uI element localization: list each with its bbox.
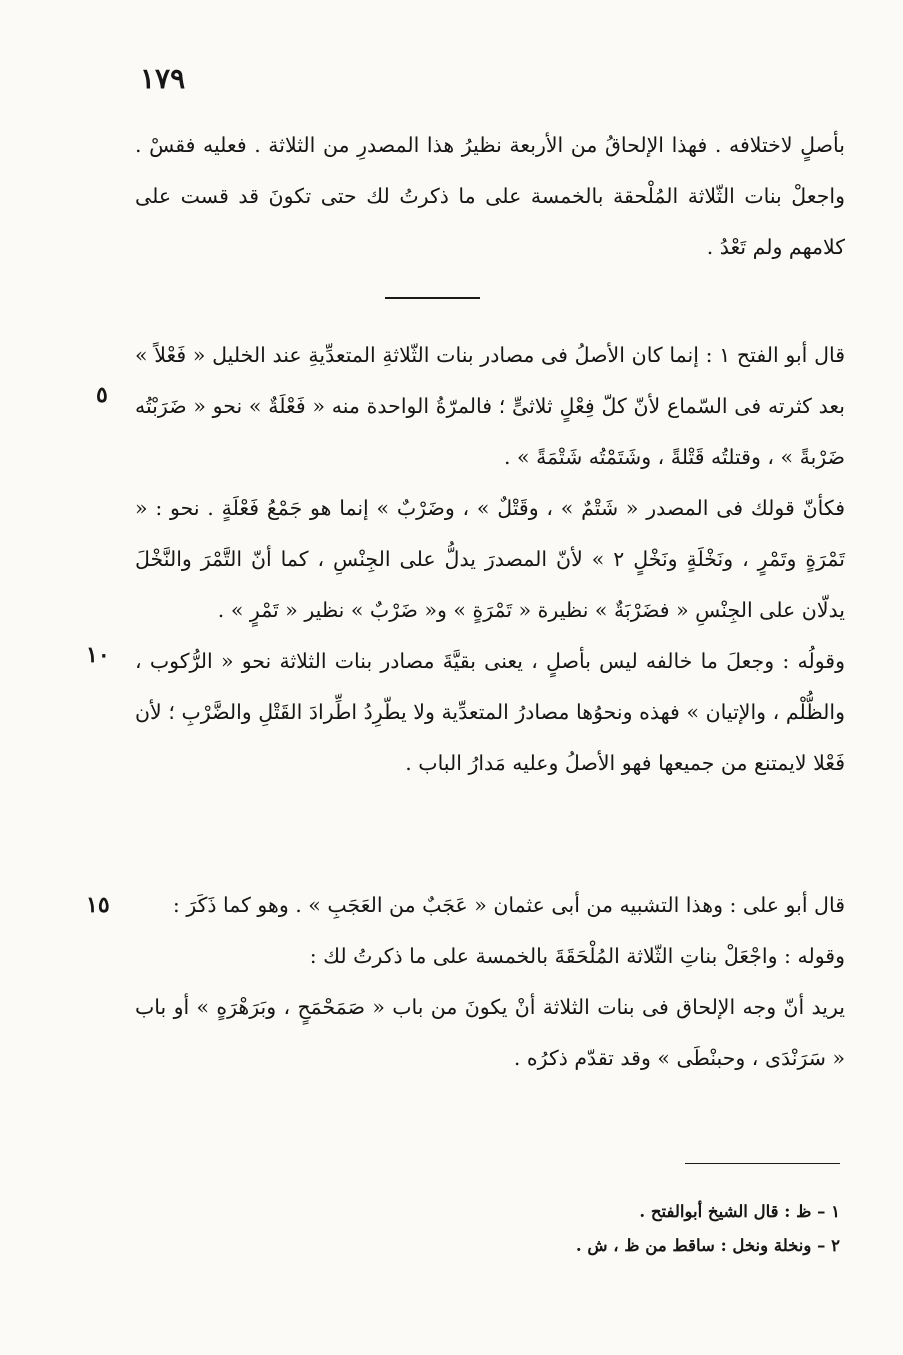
text-block-abu-ali [135,880,845,1084]
footnote-1: ١ – ظ : قال الشيخ أبوالفتح . [639,1202,840,1221]
paragraph: يريد أنّ وجه الإلحاق فى بنات الثلاثة أنْ يكونَ من باب « صَمَحْمَحٍ ، وبَرَهْرَهٍ » أو باب « سَرَنْدَى ، وحبنْطَى » وقد تقدّم ذكرُه . [135,995,845,1070]
footnote-2: ٢ – ونخلة ونخل : ساقط من ظ ، ش . [575,1236,840,1255]
page-number: ١٧٩ [140,62,186,95]
paragraph: قال أبو على : وهذا التشبيه من أبى عثمان « عَجَبٌ من العَجَبِ » . وهو كما ذَكَرَ : [172,893,845,917]
paragraph: قال أبو الفتح ١ : إنما كان الأصلُ فى مصادر بنات الثّلاثةِ المتعدِّيةِ عند الخليل « فَعْلاً » بعد كثرته فى السّماع لأنّ كلّ فِعْلٍ ثلاثىٍّ ؛ فالمرّةُ الواحدة منه « فَعْلَةٌ » نحو « ضَرَبْتُه ضَرْبةً » ، وقتلتُه قَتْلةً ، وشَتَمْتُه شَتْمَةً » . [135,343,846,469]
footnote-divider [685,1163,840,1164]
paragraph: وقوله : واجْعَلْ بناتِ الثّلاثة المُلْحَقَةَ بالخمسة على ما ذكرتُ لك : [309,944,845,968]
paragraph: بأصلٍ لاختلافه . فهذا الإلحاقُ من الأربعة نظيرُ هذا المصدرِ من الثلاثة . فعليه فقسْ . واجعلْ بنات الثّلاثة المُلْحقة بالخمسة على ما ذكرتُ لك حتى تكونَ قد قست على كلامهم ولم تَعْدُ . [135,133,845,259]
footnotes [420,1195,840,1263]
text-block-commentary [135,330,845,789]
line-number-15: ١٥ [86,892,110,918]
section-divider [385,297,480,299]
paragraph: فكأنّ قولك فى المصدر « شَتْمٌ » ، وقَتْلٌ » ، وضَرْبٌ » إنما هو جَمْعُ فَعْلَةٍ . نحو : « تَمْرَةٍ وتَمْرٍ ، ونَخْلَةٍ ونَخْلٍ ٢ » لأنّ المصدرَ يدلُّ على الجِنْسِ ، كما أنّ التَّمْرَ والنَّخْلَ يدلّان على الجِنْسِ « فضَرْبَةٌ » نظيرة « تَمْرَةٍ » و« ضَرْبٌ » نظير « تَمْرٍ » . [135,496,845,622]
text-block-opening [135,120,845,273]
line-number-10: ١٠ [86,642,110,668]
line-number-5: ٥ [96,382,108,408]
paragraph: وقولُه : وجعلَ ما خالفه ليس بأصلٍ ، يعنى بقيَّةَ مصادر بنات الثلاثة نحو « الرُّكوب ، والظُّلْم ، والإتيان » فهذه ونحوُها مصادرُ المتعدِّية ولا يطّرِدُ اطِّرادَ القَتْلِ والضَّرْبِ ؛ لأن فَعْلا لايمتنع من جميعها فهو الأصلُ وعليه مَدارُ الباب . [135,649,845,775]
